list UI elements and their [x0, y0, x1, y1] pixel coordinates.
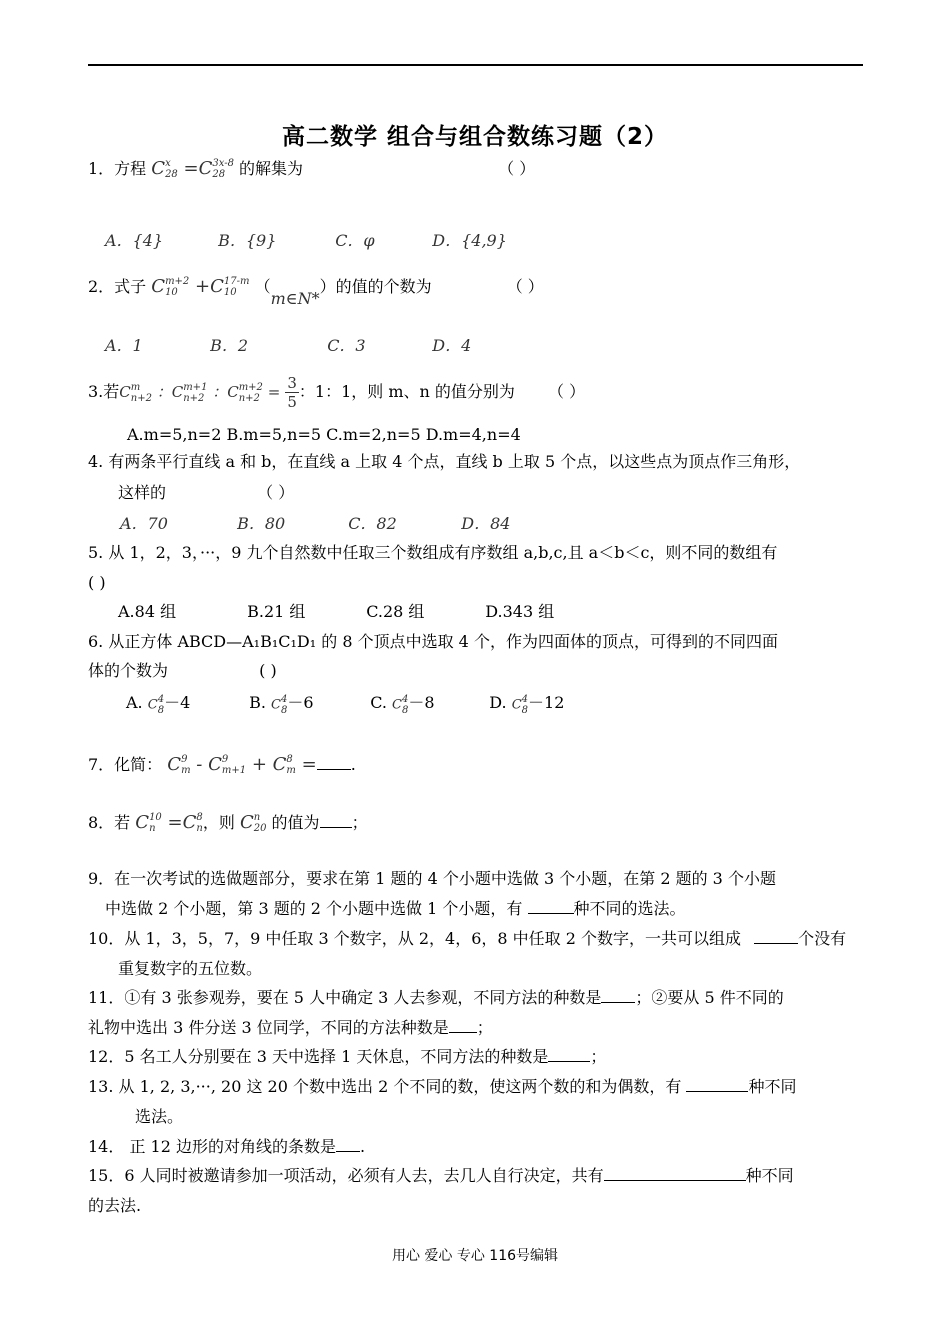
q6-line-2 [88, 660, 277, 682]
q14-text: 14． 正 12 边形的对角线的条数是 [88, 1137, 336, 1156]
q4-line-1: 4. 有两条平行直线 a 和 b，在直线 a 上取 4 个点，直线 b 上取 5 个点，以这些点为顶点作三角形， [88, 452, 801, 471]
q2-option-c: C．3 [327, 336, 366, 355]
q5-options [118, 601, 554, 623]
q7-suffix: . [350, 755, 356, 774]
question-7 [88, 754, 356, 776]
q1-suffix: 的解集为 [239, 159, 304, 178]
q13-line-1-text: 13. 从 1, 2, 3,···, 20 这 20 个数中选出 2 个不同的数，使这两个数的和为偶数，有 [88, 1077, 682, 1096]
q11-line-1 [88, 987, 784, 1009]
q3-options: A.m=5,n=2 B.m=5,n=5 C.m=2,n=5 D.m=4,n=4 [127, 425, 521, 444]
q2-option-d: D．4 [432, 336, 472, 355]
q11-line-2-tail: ； [476, 1018, 493, 1037]
q7-prefix: 7．化简： [88, 755, 163, 774]
q1-option-a: A．{4} [105, 231, 164, 250]
q1-option-b: B．{9} [218, 231, 277, 250]
q8-suffix: 的值为 [271, 813, 320, 832]
q2-option-a: A．1 [105, 336, 143, 355]
question-2 [88, 276, 544, 308]
q7-blank[interactable] [317, 755, 351, 770]
question-8 [88, 812, 368, 834]
q5-option-b: B.21 组 [247, 602, 306, 621]
q5-option-a: A.84 组 [118, 602, 177, 621]
q13-line-2: 选法。 [135, 1107, 184, 1126]
q15-blank[interactable] [604, 1166, 746, 1181]
q12-blank[interactable] [548, 1047, 590, 1062]
q11-line-2-text: 礼物中选出 3 件分送 3 位同学，不同的方法种数是 [88, 1018, 449, 1037]
q11-line-2 [88, 1017, 493, 1039]
q3-answer-paren: （ ） [548, 382, 586, 401]
q11-line-1-text: 11．①有 3 张参观券，要在 5 人中确定 3 人去参观，不同方法的种数是 [88, 988, 602, 1007]
question-1 [88, 158, 535, 180]
q12-tail: ； [590, 1047, 607, 1066]
q2-condition: m∈N* [270, 289, 320, 308]
q13-line-1 [88, 1076, 796, 1098]
q2-suffix: ）的值的个数为 [319, 277, 432, 296]
q2-options [105, 335, 471, 357]
q8-prefix: 8．若 [88, 813, 131, 832]
q9-line-2-text: 中选做 2 个小题，第 3 题的 2 个小题中选做 1 个小题，有 [105, 899, 523, 918]
q6-option-a: A. C4 8－4 [126, 693, 191, 716]
q5-line-1: 5. 从 1，2，3，···，9 九个自然数中任取三个数组成有序数组 a,b,c,且 a＜b＜c，则不同的数组有 [88, 543, 778, 562]
q10-line-1-text: 10．从 1，3，5，7，9 中任取 3 个数字，从 2，4，6，8 中任取 2 个数字，一共可以组成 [88, 929, 742, 948]
question-12 [88, 1046, 606, 1068]
page-title: 高二数学 组合与组合数练习题（2） [281, 124, 668, 150]
header-rule [88, 64, 863, 66]
q7-expression: C9 m - C9 m+1 + C8 m = [167, 754, 317, 776]
q1-equation: Cx 28 =C3x-8 28 [151, 158, 234, 180]
q5-line-2: ( ) [88, 573, 106, 592]
q2-option-b: B．2 [210, 336, 249, 355]
q14-blank[interactable] [336, 1137, 360, 1152]
q4-option-c: C．82 [348, 514, 397, 533]
q3-prefix: 3.若 [88, 382, 120, 401]
q4-options [120, 513, 510, 535]
q4-prompt: 这样的 [118, 483, 167, 502]
q6-option-c: C. C4 8－8 [370, 693, 435, 716]
q9-blank[interactable] [528, 899, 574, 914]
q8-target: Cn 20 [239, 812, 267, 834]
q2-expression: Cm+2 10 +C17-m 10 [151, 276, 250, 298]
q8-condition: C10 n =C8 n [135, 812, 203, 834]
q2-cond-open: （ [254, 277, 271, 296]
q10-line-2: 重复数字的五位数。 [118, 959, 263, 978]
q15-line-1-tail: 种不同 [745, 1166, 794, 1185]
q9-line-1: 9．在一次考试的选做题部分，要求在第 1 题的 4 个小题中选做 3 个小题，在第 2 题的 3 个小题 [88, 869, 776, 888]
q9-line-2-tail: 种不同的选法。 [573, 899, 686, 918]
q11-blank-1[interactable] [601, 988, 635, 1003]
q10-blank[interactable] [754, 929, 798, 944]
q6-options [126, 692, 564, 716]
q3-ratio-tail: ：1：1，则 m、n 的值分别为 [298, 382, 515, 401]
q1-answer-paren: （ ） [498, 159, 536, 178]
q12-text: 12．5 名工人分别要在 3 天中选择 1 天休息，不同方法的种数是 [88, 1047, 549, 1066]
q4-answer-paren: （ ） [257, 483, 295, 502]
q13-blank[interactable] [686, 1077, 748, 1092]
q6-prompt: 体的个数为 [88, 661, 169, 680]
q1-options [105, 230, 507, 252]
q2-answer-paren: （ ） [506, 277, 544, 296]
q15-line-1-text: 15．6 人同时被邀请参加一项活动，必须有人去，去几人自行决定，共有 [88, 1166, 604, 1185]
q11-blank-2[interactable] [449, 1018, 477, 1033]
q1-option-d: D．{4,9} [432, 231, 507, 250]
q4-option-b: B．80 [237, 514, 286, 533]
q8-blank[interactable] [320, 813, 352, 828]
question-14 [88, 1136, 365, 1158]
q15-line-2: 的去法. [88, 1196, 142, 1215]
q3-fraction: $\frac{3}{5}$ [287, 374, 297, 411]
page-footer: 用心 爱心 专心 116号编辑 [391, 1248, 559, 1264]
q3-ratio: Cm n+2 ：Cm+1 n+2 ：Cm+2 n+2 = [119, 382, 281, 404]
question-3 [88, 374, 585, 411]
q2-prefix: 2．式子 [88, 277, 147, 296]
q10-line-1 [88, 928, 846, 950]
q8-mid: ，则 [202, 813, 235, 832]
q14-tail: . [359, 1137, 366, 1156]
q8-tail: ； [351, 813, 368, 832]
q6-option-b: B. C4 8－6 [249, 693, 314, 716]
q1-option-c: C．φ [335, 231, 375, 250]
q15-line-1 [88, 1165, 794, 1187]
q6-answer-paren: ( ) [259, 661, 277, 680]
q6-line-1: 6. 从正方体 ABCD—A₁B₁C₁D₁ 的 8 个顶点中选取 4 个，作为四面体的顶点，可得到的不同四面 [88, 632, 778, 651]
q6-option-d: D. C4 8－12 [489, 693, 565, 716]
q4-option-d: D．84 [461, 514, 511, 533]
q13-line-1-tail: 种不同 [748, 1077, 797, 1096]
q10-line-1-tail: 个没有 [798, 929, 847, 948]
q1-prefix: 1．方程 [88, 159, 147, 178]
q9-line-2 [105, 898, 686, 920]
q5-option-d: D.343 组 [485, 602, 555, 621]
q4-option-a: A．70 [120, 514, 168, 533]
q4-line-2 [118, 482, 294, 504]
q11-line-1-tail: ；②要从 5 件不同的 [635, 988, 784, 1007]
q5-option-c: C.28 组 [366, 602, 425, 621]
